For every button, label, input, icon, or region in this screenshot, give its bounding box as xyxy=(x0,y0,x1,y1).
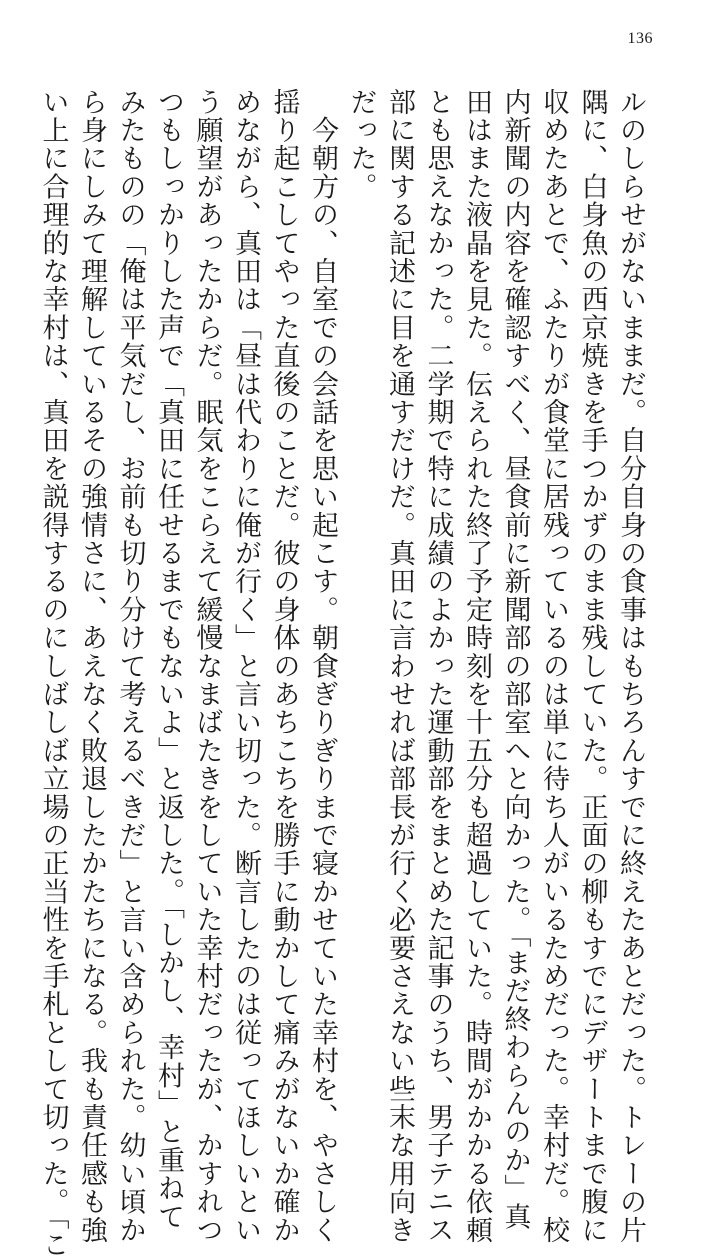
text-line: 部に関する記述に目を通すだけだ。真田に言わせれば部長が行く必要さえない些末な用向き xyxy=(384,88,415,1245)
text-line: だった。 xyxy=(345,88,377,201)
text-line: 田はまた液晶を見た。伝えられた終了予定時刻を十五分も超過していた。時間がかかる依頼 xyxy=(461,88,492,1245)
text-line: 内新聞の内容を確認すべく、昼食前に新聞部の部室へと向かった。「まだ終わらんのか」真 xyxy=(499,88,531,1231)
body-text xyxy=(33,88,649,1259)
text-line: う願望があったからだ。眠気をこらえて緩慢なまばたきをしていた幸村だったが、かすれつ xyxy=(191,88,223,1245)
text-line: 揺り起こしてやった直後のことだ。彼の身体のあちこちを勝手に動かして痛みがないか確か xyxy=(268,88,300,1245)
text-line: めながら、真田は「昼は代わりに俺が行く」と言い切った。断言したのは従ってほしいとい xyxy=(230,88,261,1245)
text-line: とも思えなかった。二学期で特に成績のよかった運動部をまとめた記事のうち、男子テニス xyxy=(422,88,454,1245)
page-number: 136 xyxy=(627,30,653,47)
text-line: い上に合理的な幸村は、真田を説得するのにしばしば立場の正当性を手札として切った。「こ xyxy=(37,88,69,1259)
text-line: つもしっかりした声で「真田に任せるまでもないよ」と返した。「しかし、幸村」と重ねて xyxy=(153,88,184,1231)
text-line: 隅に、白身魚の西京焼きを手つかずのまま残していた。正面の柳もすでにデザートまで腹に xyxy=(576,88,608,1245)
text-line: ルのしらせがないままだ。自分自身の食事はもちろんすでに終えたあとだった。トレーの片 xyxy=(615,88,646,1245)
text-line: みたものの「俺は平気だし、お前も切り分けて考えるべきだ」と言い含められた。幼い頃か xyxy=(114,88,146,1245)
text-line: 今朝方の、自室での会話を思い起こす。朝食ぎりぎりまで寝かせていた幸村を、やさしく xyxy=(307,88,338,1245)
text-line: ら身にしみて理解しているその強情さに、あえなく敗退したかたちになる。我も責任感も強 xyxy=(76,88,107,1245)
text-line: 収めたあとで、ふたりが食堂に居残っているのは単に待ち人がいるためだった。幸村だ。校 xyxy=(538,88,569,1245)
